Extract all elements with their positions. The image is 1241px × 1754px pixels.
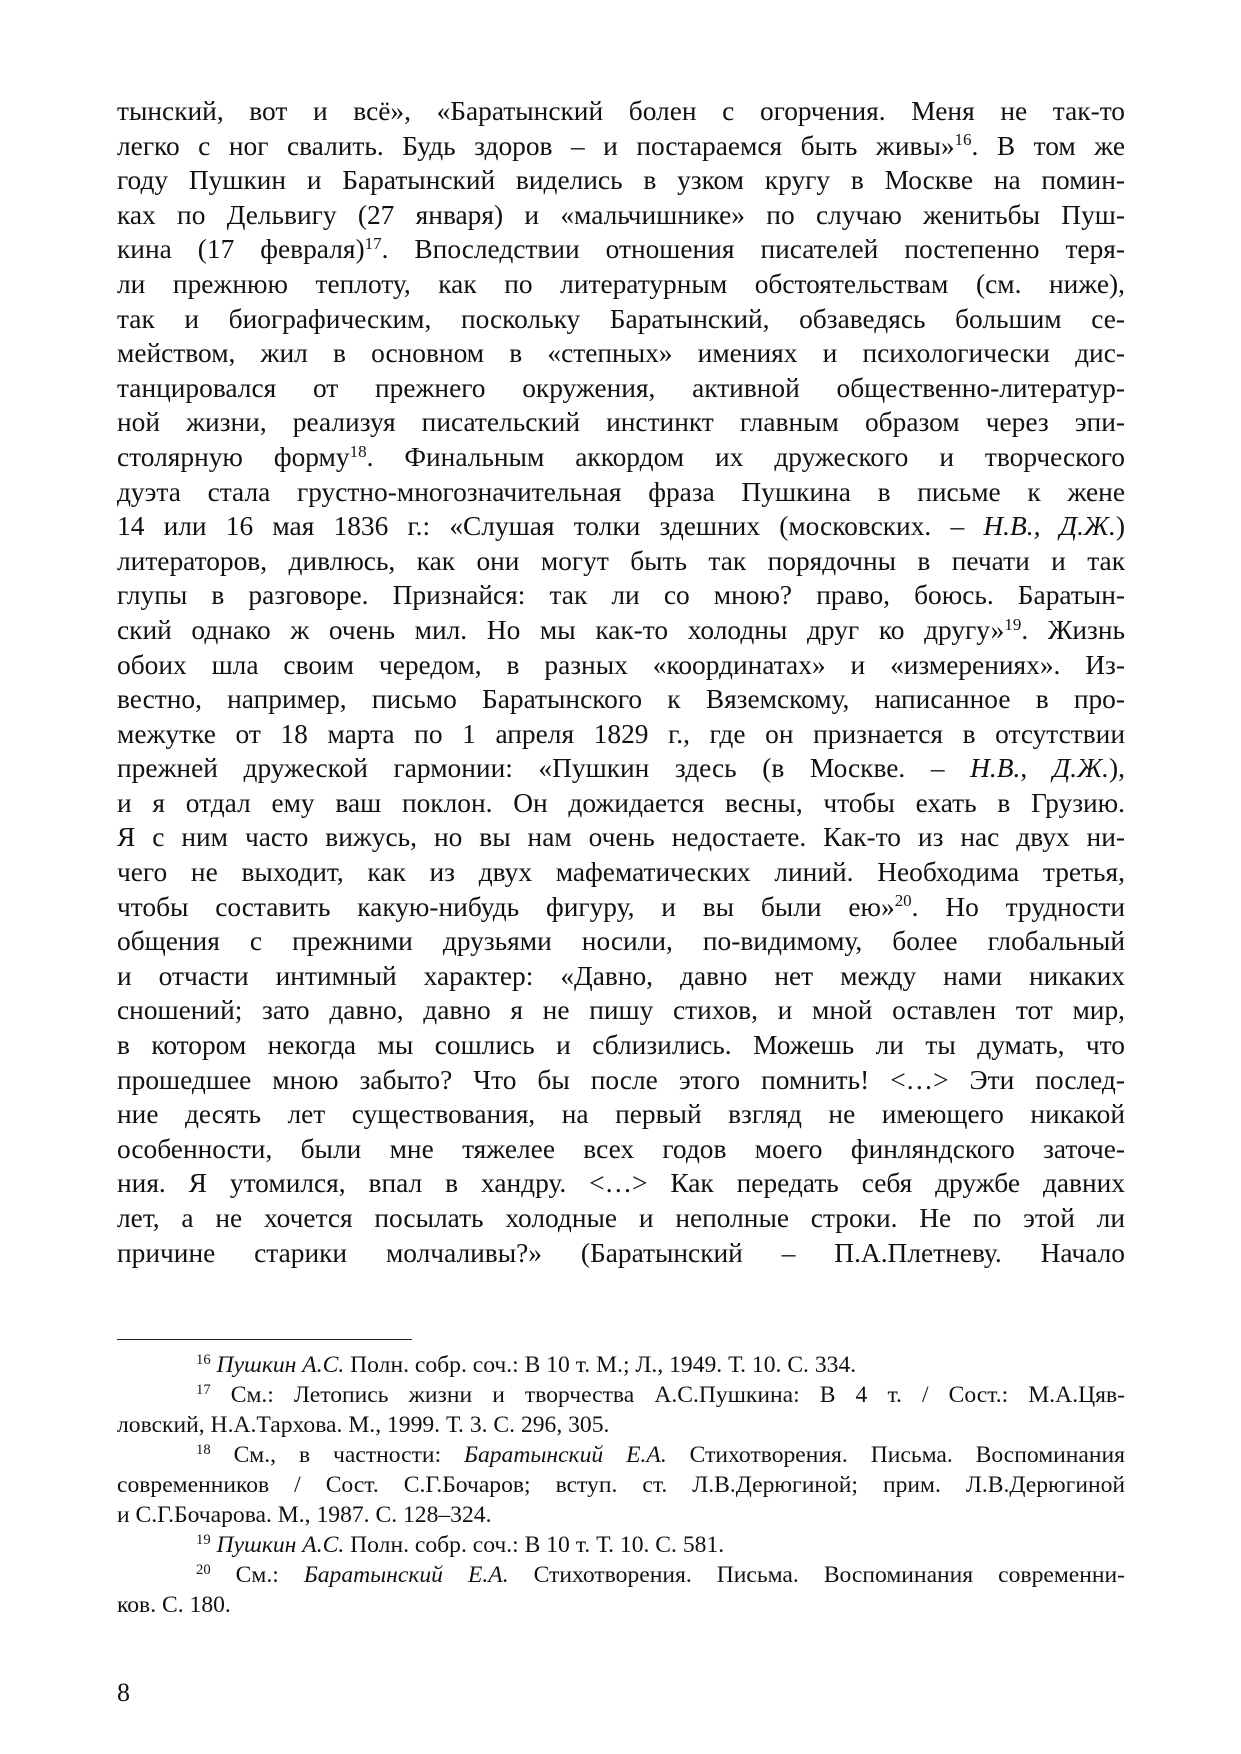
- text-line: году Пушкин и Баратынский виделись в узком кругу в Москве на помин-: [117, 165, 1125, 196]
- footnote-line: $^{16}$ Пушкин А.С. Полн. собр. соч.: В 10 т. М.; Л., 1949. Т. 10. С. 334.: [196, 1351, 857, 1378]
- footnote-number: 16: [196, 1351, 211, 1368]
- footnote-ref: 19: [1004, 614, 1022, 634]
- footnote-line: и С.Г.Бочарова. М., 1987. С. 128–324.: [117, 1502, 492, 1528]
- text-line: глупы в разговоре. Признайся: так ли со мною? право, боюсь. Баратын-: [117, 580, 1125, 611]
- text-line: чего не выходит, как из двух мафематических линий. Необходима третья,: [117, 857, 1125, 888]
- footnote-line: $^{20}$ См.: Баратынский Е.А. Стихотворения. Письма. Воспоминания современни-: [196, 1561, 1125, 1588]
- text-line: кина (17 февраля)$^{17}$. Впоследствии отношения писателей постепенно теря-: [117, 234, 1125, 265]
- footnote-ref: 20: [894, 891, 912, 911]
- text-line: обоих шла своим чередом, в разных «координатах» и «измерениях». Из-: [117, 649, 1125, 680]
- footnote-number: 19: [196, 1531, 211, 1548]
- text-line: ках по Дельвигу (27 января) и «мальчишнике» по случаю женитьбы Пуш-: [117, 199, 1125, 230]
- footnotes: [117, 1350, 1125, 1620]
- text-line: дуэта стала грустно-многозначительная фраза Пушкина в письме к жене: [117, 476, 1125, 507]
- footnote-line: $^{17}$ См.: Летопись жизни и творчества А.С.Пушкина: В 4 т. / Сост.: М.А.Цяв-: [196, 1381, 1125, 1408]
- footnote-ref: 18: [349, 441, 367, 461]
- text-line: столярную форму$^{18}$. Финальным аккордом их дружеского и творческого: [117, 441, 1125, 472]
- footnote-ref: 16: [954, 130, 972, 150]
- text-line: Я с ним часто вижусь, но вы нам очень недостаете. Как-то из нас двух ни-: [117, 822, 1125, 853]
- text-line: в котором некогда мы сошлись и сблизились. Можешь ли ты думать, что: [117, 1030, 1125, 1061]
- text-line: причине старики молчаливы?» (Баратынский – П.А.Плетневу. Начало: [117, 1237, 1125, 1268]
- text-line: и я отдал ему ваш поклон. Он дожидается весны, чтобы ехать в Грузию.: [117, 787, 1125, 818]
- text-line: ной жизни, реализуя писательский инстинкт главным образом через эпи-: [117, 407, 1125, 438]
- text-line: чтобы составить какую-нибудь фигуру, и вы были ею»$^{20}$. Но трудности: [117, 891, 1125, 922]
- footnote-line: ловский, Н.А.Тархова. М., 1999. Т. 3. С. 296, 305.: [117, 1412, 610, 1438]
- text-line: тынский, вот и всё», «Баратынский болен с огорчения. Меня не так-то: [117, 96, 1125, 126]
- footnote-line: $^{18}$ См., в частности: Баратынский Е.А. Стихотворения. Письма. Воспоминания: [196, 1441, 1125, 1468]
- text-line: и отчасти интимный характер: «Давно, давно нет между нами никаких: [117, 960, 1125, 991]
- text-line: танцировался от прежнего окружения, активной общественно-литератур-: [117, 372, 1125, 403]
- text-line: общения с прежними друзьями носили, по-видимому, более глобальный: [117, 926, 1125, 957]
- footnote-number: 20: [196, 1561, 211, 1578]
- text-line: межутке от 18 марта по 1 апреля 1829 г., где он признается в отсутствии: [117, 718, 1125, 749]
- footnote-separator: [117, 1339, 412, 1340]
- text-line: 14 или 16 мая 1836 г.: «Слушая толки здешних (московских. – Н.В., Д.Ж.): [117, 511, 1125, 542]
- text-line: мейством, жил в основном в «степных» имениях и психологически дис-: [117, 338, 1125, 369]
- text-line: ния. Я утомился, впал в хандру. <…> Как передать себя дружбе давних: [117, 1168, 1125, 1199]
- text-line: ский однако ж очень мил. Но мы как-то холодны друг ко другу»$^{19}$. Жизнь: [117, 614, 1125, 645]
- text-line: лет, а не хочется посылать холодные и неполные строки. Не по этой ли: [117, 1203, 1125, 1233]
- footnote-number: 18: [196, 1441, 211, 1458]
- text-line: ние десять лет существования, на первый взгляд не имеющего никакой: [117, 1099, 1125, 1130]
- text-line: прошедшее мною забыто? Что бы после этого помнить! <…> Эти послед-: [117, 1064, 1125, 1095]
- footnote-line: $^{19}$ Пушкин А.С. Полн. собр. соч.: В 10 т. Т. 10. С. 581.: [196, 1531, 725, 1558]
- text-line: вестно, например, письмо Баратынского к Вяземскому, написанное в про-: [117, 684, 1125, 715]
- text-line: ли прежнюю теплоту, как по литературным обстоятельствам (см. ниже),: [117, 268, 1125, 299]
- footnote-ref: 17: [364, 234, 382, 254]
- main-text: [117, 94, 1125, 1270]
- footnote-number: 17: [196, 1381, 211, 1398]
- footnote-line: ков. С. 180.: [117, 1592, 231, 1618]
- page-number: 8: [117, 1678, 130, 1707]
- text-line: прежней дружеской гармонии: «Пушкин здесь (в Москве. – Н.В., Д.Ж.),: [117, 753, 1125, 784]
- text-line: сношений; зато давно, давно я не пишу стихов, и мной оставлен тот мир,: [117, 995, 1125, 1026]
- text-line: так и биографическим, поскольку Баратынский, обзаведясь большим се-: [117, 303, 1125, 334]
- text-line: литераторов, дивлюсь, как они могут быть так порядочны в печати и так: [117, 545, 1125, 576]
- footnote-line: современников / Сост. С.Г.Бочаров; вступ. ст. Л.В.Дерюгиной; прим. Л.В.Дерюгиной: [117, 1472, 1125, 1498]
- text-line: легко с ног свалить. Будь здоров – и постараемся быть живы»$^{16}$. В том же: [117, 130, 1126, 161]
- text-line: особенности, были мне тяжелее всех годов моего финляндского заточе-: [117, 1133, 1125, 1164]
